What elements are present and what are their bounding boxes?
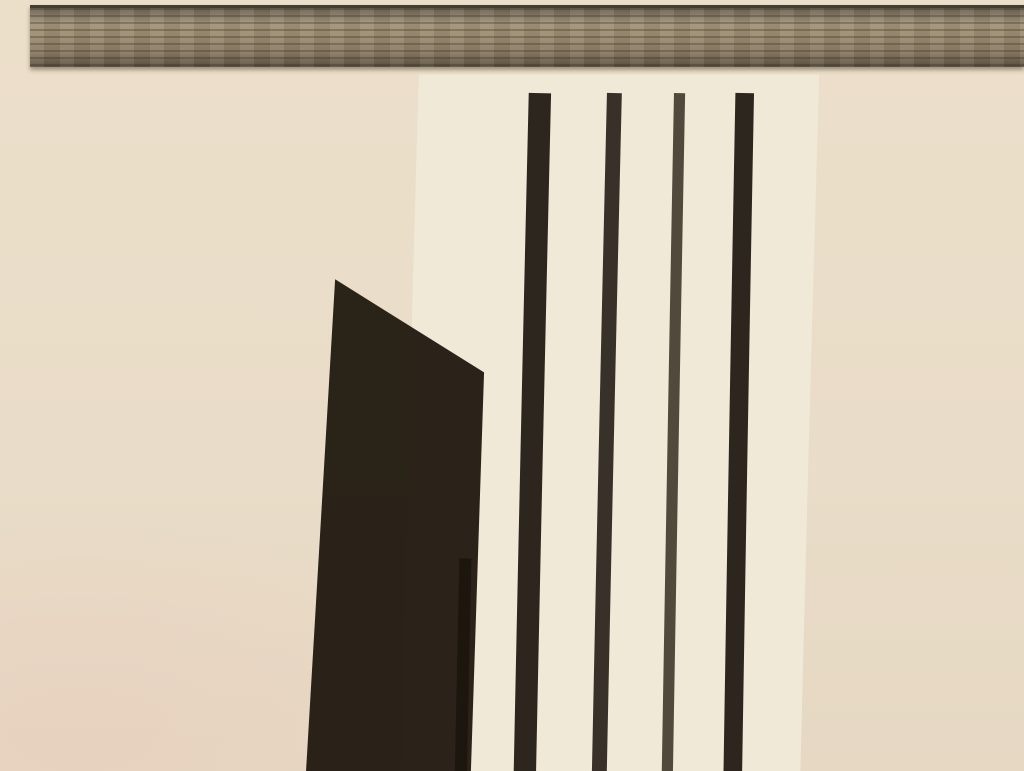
- shelf-edge-band: [30, 5, 1024, 67]
- fabric-texture: [934, 55, 1024, 720]
